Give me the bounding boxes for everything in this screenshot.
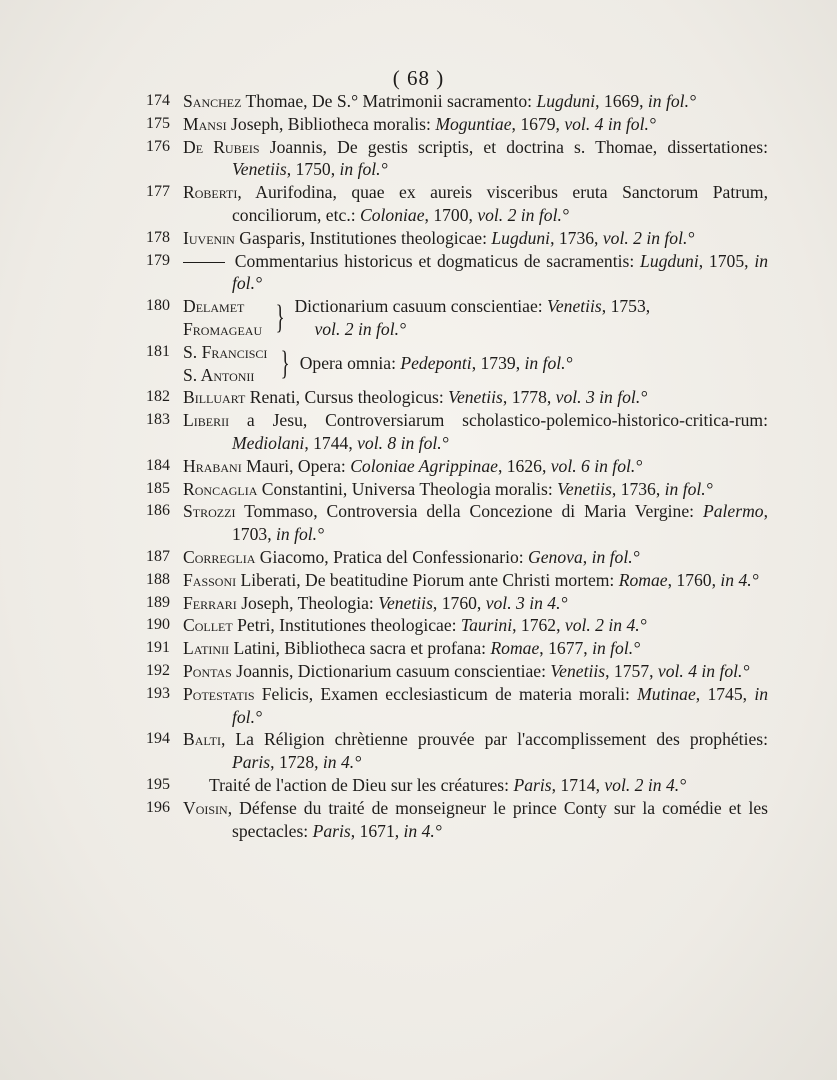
entry-place: Lugduni <box>640 250 699 271</box>
entry-place: Taurini <box>460 615 513 636</box>
author-name: Billuart <box>183 387 246 408</box>
entry-date: , 1757, <box>605 660 658 681</box>
entry-format: in 4.° <box>322 752 362 773</box>
author-name: Correglia <box>183 546 256 567</box>
author-name: De Rubeis <box>183 136 260 157</box>
entry-title-text: Thomae, De S.° Matrimonii sacramento: <box>241 91 537 111</box>
entry-date: , 1762, <box>512 615 565 636</box>
entry-format: vol. 2 in 4.° <box>564 615 647 636</box>
entry-place: Venetiis <box>232 159 287 180</box>
entry-date: , 1739, <box>471 353 525 374</box>
entry-number: 176 <box>146 137 170 155</box>
entry-format: in fol.° <box>592 638 641 659</box>
entry-title-text: Joannis, Dictionarium casuum conscientiae: <box>231 660 551 681</box>
entry-number: 196 <box>146 798 170 816</box>
author-name: Pontas <box>183 660 232 681</box>
author-name: Balti <box>183 729 221 750</box>
author-name: S. Francisci <box>183 341 268 362</box>
entry-place: Lugduni <box>491 227 551 248</box>
entry-number: 185 <box>146 479 170 497</box>
entry-number: 187 <box>146 547 170 565</box>
author-name: Iuvenin <box>183 227 235 248</box>
entry-item <box>146 500 768 546</box>
entry-date: , 1745, <box>695 683 755 704</box>
entry-title-text: Joannis, De gestis scriptis, et doctrina s. Thomae, dissertationes: <box>259 136 769 157</box>
entry-item <box>146 341 768 387</box>
author-name: Liberii <box>183 410 230 431</box>
entry-number: 180 <box>146 297 170 315</box>
entry-date: , 1703, <box>232 501 768 545</box>
entry-format: in fol.° <box>664 478 713 499</box>
entry-title-text: , Défense du traité de monseigneur le prince Conty sur la comédie et les spectacles: <box>227 797 768 841</box>
entry-format: vol. 6 in fol.° <box>550 455 643 476</box>
entry-item <box>146 409 768 455</box>
brace-symbol: } <box>281 344 291 382</box>
entry-title-text: Opera omnia: <box>299 353 401 374</box>
entry-format: in 4.° <box>720 569 759 590</box>
author-name: Roncaglia <box>183 478 258 499</box>
entry-number: 183 <box>146 411 170 429</box>
entry-item <box>146 227 768 250</box>
entry-title-text: Latini, Bibliotheca sacra et profana: <box>229 638 491 659</box>
entry-text <box>183 728 768 774</box>
entry-title-text: , La Réligion chrètienne prouvée par l'accomplissement des prophéties: <box>220 729 768 750</box>
entry-text <box>183 478 768 501</box>
entry-date: , 1669, <box>595 91 648 111</box>
entry-line <box>300 352 768 375</box>
author-name: Sanchez <box>183 91 242 111</box>
entry-number: 184 <box>146 456 170 474</box>
entry-date: , <box>582 546 592 567</box>
entry-item <box>146 136 768 182</box>
entry-item <box>146 774 768 797</box>
entry-date: , 1750, <box>286 159 340 180</box>
entry-place: Venetiis <box>550 660 606 681</box>
entry-number: 186 <box>146 502 170 520</box>
author-name: S. Antonii <box>183 364 255 385</box>
entry-number: 179 <box>146 251 170 269</box>
entry-place: Mediolani <box>232 432 305 453</box>
entry-item <box>146 113 768 136</box>
entry-item <box>146 455 768 478</box>
entry-text <box>183 592 768 615</box>
author-group <box>183 341 267 387</box>
entry-title-text: Joseph, Bibliotheca moralis: <box>226 113 436 134</box>
entry-place: Mutinae <box>637 683 696 704</box>
entry-number: 195 <box>146 775 170 793</box>
entry-text <box>183 660 768 683</box>
entry-item <box>146 569 768 592</box>
entry-title-text: Traité de l'action de Dieu sur les créatures: <box>209 774 514 795</box>
entry-item <box>146 386 768 409</box>
entry-text <box>183 614 768 637</box>
entry-format: vol. 4 in fol.° <box>657 660 750 681</box>
entry-title-text: Joseph, Theologia: <box>236 592 379 613</box>
entry-text <box>183 683 768 729</box>
entry-item <box>146 637 768 660</box>
entry-title-text: Giacomo, Pratica del Confessionario: <box>255 546 529 567</box>
entry-date: , 1778, <box>502 387 556 408</box>
entry-place: Paris <box>312 820 351 841</box>
entry-date: , 1677, <box>539 638 593 659</box>
entry-title-text: Felicis, Examen ecclesiasticum de materia morali: <box>254 683 638 704</box>
entry-text <box>183 409 768 455</box>
entry-number: 181 <box>146 342 170 360</box>
entry-date: , 1760, <box>667 569 721 590</box>
author-name: Voisin <box>183 797 228 818</box>
entry-text <box>183 90 768 113</box>
entry-date: , 1700, <box>424 204 478 225</box>
entry-item <box>146 478 768 501</box>
entry-title <box>300 352 768 375</box>
entry-format: in 4.° <box>403 820 442 841</box>
entry-format: vol. 2 in fol.° <box>314 318 407 339</box>
entry-place: Romae <box>618 569 668 590</box>
entry-item <box>146 728 768 774</box>
entry-title-text: Commentarius historicus et dogmaticus de sacramentis: <box>229 250 641 271</box>
entry-date: , 1753, <box>601 296 651 317</box>
entry-text <box>183 774 768 797</box>
entry-format: in fol.° <box>524 353 573 374</box>
entry-place: Coloniae <box>360 204 425 225</box>
page-number: ( 68 ) <box>392 66 445 90</box>
entry-item <box>146 614 768 637</box>
entry-title-text: Liberati, De beatitudine Piorum ante Christi mortem: <box>236 569 619 590</box>
entry-text <box>183 113 768 136</box>
entry-item <box>146 592 768 615</box>
entry-format: in fol.° <box>647 91 696 111</box>
entry-format: in fol.° <box>275 524 325 545</box>
brace-symbol: } <box>275 298 285 336</box>
entry-title-text: Petri, Institutiones theologicae: <box>232 615 461 636</box>
entry-pair <box>183 341 768 387</box>
entry-date: , 1728, <box>270 752 323 773</box>
entry-place: Venetiis <box>378 592 433 613</box>
entry-title-text: Dictionarium casuum conscientiae: <box>294 296 548 317</box>
entry-text <box>183 181 768 227</box>
entry-title-text: Mauri, Opera: <box>241 455 351 476</box>
entry-place: Romae <box>490 638 540 659</box>
entry-date: , 1744, <box>304 432 358 453</box>
author-name: Roberti <box>183 182 238 203</box>
bibliography-list <box>146 90 768 842</box>
entry-number: 175 <box>146 114 170 132</box>
entry-item <box>146 250 768 296</box>
entry-item <box>146 797 768 843</box>
entry-item <box>146 683 768 729</box>
entry-place: Palermo <box>703 501 764 522</box>
entry-title-text: Gasparis, Institutiones theologicae: <box>234 227 492 248</box>
entry-text <box>183 386 768 409</box>
entry-number: 194 <box>146 730 170 748</box>
entry-format: vol. 8 in fol.° <box>357 432 449 453</box>
entry-date: , 1760, <box>432 592 486 613</box>
ditto-dash <box>183 262 225 263</box>
entry-title <box>294 295 768 341</box>
entry-place: Coloniae Agrippinae <box>350 455 498 476</box>
entry-title-text: , Aurifodina, quae ex aureis visceribus eruta Sanctorum Patrum, conciliorum, etc.: <box>232 182 768 225</box>
entry-place: Paris <box>232 752 271 773</box>
entry-item <box>146 295 768 341</box>
author-name: Latinii <box>183 638 230 659</box>
entry-date: , 1705, <box>698 250 755 271</box>
entry-text <box>183 500 768 546</box>
entry-format: vol. 3 in fol.° <box>555 387 648 408</box>
entry-item <box>146 660 768 683</box>
entry-place: Genova <box>528 546 583 567</box>
entry-place: Moguntiae <box>435 113 512 134</box>
author-name: Hrabani <box>183 455 242 476</box>
entry-date: , 1679, <box>511 113 565 134</box>
entry-format: in fol.° <box>232 250 769 294</box>
author-name: Ferrari <box>183 592 237 613</box>
entry-date: , 1714, <box>551 774 605 795</box>
entry-text <box>183 455 768 478</box>
entry-line <box>294 295 768 318</box>
entry-number: 174 <box>146 92 170 109</box>
entry-pair <box>183 295 768 341</box>
entry-title-text: a Jesu, Controversiarum scholastico-polemico-historico-critica-rum: <box>229 410 768 431</box>
entry-number: 193 <box>146 684 170 702</box>
entry-title-text: Renati, Cursus theologicus: <box>245 387 449 408</box>
entry-place: Lugduni <box>536 91 596 111</box>
entry-format: in fol.° <box>339 159 388 180</box>
author-name: Potestatis <box>183 683 255 704</box>
entry-format: vol. 2 in fol.° <box>602 227 695 248</box>
entry-number: 182 <box>146 388 170 406</box>
author-name: Fassoni <box>183 569 237 590</box>
entry-item <box>146 181 768 227</box>
entry-number: 177 <box>146 183 170 201</box>
entry-place: Pedeponti <box>400 353 472 374</box>
entry-number: 191 <box>146 639 170 657</box>
entry-title-text: Tommaso, Controversia della Concezione di Maria Vergine: <box>235 501 703 522</box>
entry-place: Venetiis <box>557 478 612 499</box>
entry-item <box>146 546 768 569</box>
entry-format: vol. 4 in fol.° <box>564 113 656 134</box>
entry-item <box>146 90 768 113</box>
entry-format: vol. 2 in 4.° <box>604 774 687 795</box>
author-name: Mansi <box>183 113 227 134</box>
entry-date: , 1736, <box>611 478 665 499</box>
entry-date: , 1671, <box>350 820 404 841</box>
entry-text <box>183 637 768 660</box>
entry-format: vol. 3 in 4.° <box>485 592 568 613</box>
entry-number: 189 <box>146 593 170 611</box>
entry-text <box>183 250 768 296</box>
entry-number: 178 <box>146 228 170 246</box>
entry-text <box>183 136 768 182</box>
entry-format: vol. 2 in fol.° <box>477 204 569 225</box>
entry-text <box>183 227 768 250</box>
entry-place: Paris <box>513 774 552 795</box>
entry-place: Venetiis <box>547 296 602 317</box>
entry-text <box>183 546 768 569</box>
entry-title-text: Constantini, Universa Theologia moralis: <box>257 478 558 499</box>
author-name: Collet <box>183 615 233 636</box>
author-name: Strozzi <box>183 501 236 522</box>
entry-date: , 1736, <box>550 227 603 248</box>
entry-text <box>183 797 768 843</box>
entry-number: 192 <box>146 661 170 679</box>
author-name: Delamet <box>183 296 245 317</box>
entry-date: , 1626, <box>497 455 551 476</box>
entry-place: Venetiis <box>448 387 503 408</box>
entry-format: in fol.° <box>591 546 640 567</box>
entry-text <box>183 569 768 592</box>
author-group <box>183 295 262 341</box>
entry-number: 190 <box>146 616 170 634</box>
entry-format: in fol.° <box>232 683 769 727</box>
author-name: Fromageau <box>183 318 263 339</box>
entry-number: 188 <box>146 570 170 588</box>
